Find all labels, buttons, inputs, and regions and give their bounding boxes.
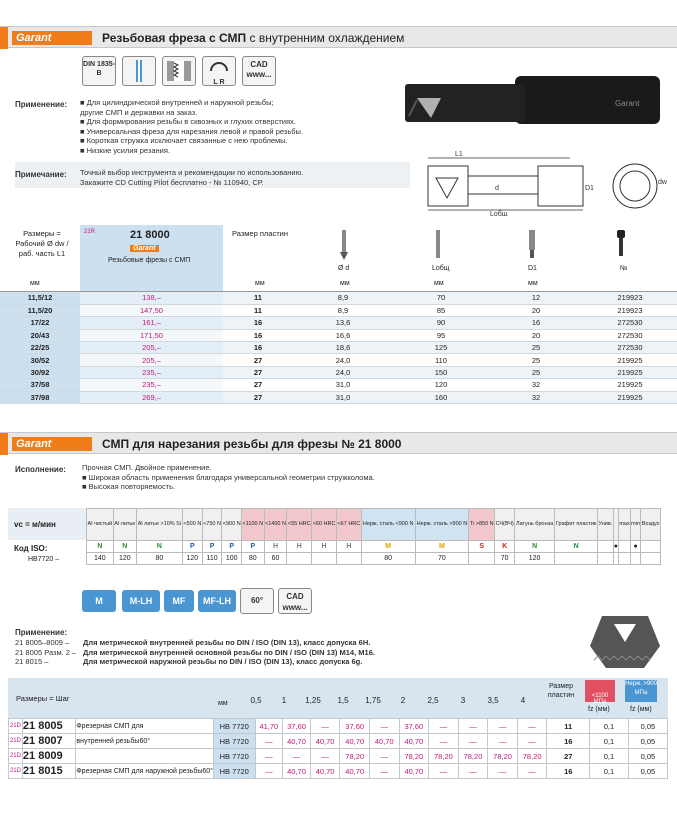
table1-cell: 138,– [80, 292, 223, 304]
table3-cell: — [458, 764, 488, 779]
table3-cell: — [369, 749, 399, 764]
table3-cell: 21D [9, 734, 23, 749]
table3-cell: 0,1 [590, 719, 629, 734]
materials-table [86, 508, 661, 565]
section-header-1 [0, 26, 677, 48]
table3-cell: — [517, 719, 547, 734]
table3-cell: 21 8005 [22, 719, 75, 734]
pitch-cell: 1,75 [365, 696, 381, 705]
cad-icon-2[interactable]: CAD www... [278, 588, 312, 614]
iso-code: ● [613, 541, 618, 553]
section-title-1: Резьбовая фреза с СМП с внутренним охлаждением [102, 31, 405, 45]
table1-cell: 16 [223, 342, 293, 354]
execution-text: Прочная СМП. Двойное применение. ■ Широкая область применения благодаря универсальной геометрии стружколома. ■ Высокая повторяемость. [82, 463, 375, 491]
cutting-speed: 120 [113, 553, 136, 565]
table3-cell: 27 [547, 749, 590, 764]
table1-cell: 18,6 [293, 342, 393, 354]
iso-code: N [87, 541, 114, 553]
table1-row [0, 292, 677, 304]
table1-cell: 12 [489, 292, 583, 304]
table3-cell: 16 [547, 734, 590, 749]
table1-row [0, 329, 677, 341]
table3-cell: — [369, 719, 399, 734]
table3-cell: — [255, 749, 283, 764]
table1-row [0, 304, 677, 316]
iso-code: P [183, 541, 203, 553]
table3-cell: 78,20 [458, 749, 488, 764]
material-header: Нерж. сталь <900 N [361, 509, 415, 541]
chip-m: M [82, 590, 116, 612]
pitch-cell: 0,5 [250, 696, 262, 705]
iso-code: H [287, 541, 312, 553]
table1-cell: 8,9 [293, 304, 393, 316]
table1-cell: 11 [223, 292, 293, 304]
tool-image [405, 76, 660, 136]
iso-code: K [495, 541, 515, 553]
table1-cell: 219925 [583, 366, 677, 378]
svg-text:dw: dw [658, 179, 667, 186]
material-header: Унив. [598, 509, 613, 541]
table3-cell: HB 7720 [213, 764, 255, 779]
table3-header: Размеры = Шаг мм Размер пластин <1100 МПа Нерж. >900 МПа fz (мм) fz (мм) [8, 678, 668, 718]
table1-cell: 11,5/12 [0, 292, 80, 304]
table1-cell: 32 [489, 391, 583, 403]
material-header: <67 HRC [336, 509, 361, 541]
pitch-cell: 1 [281, 696, 287, 705]
table3-cell: — [517, 764, 547, 779]
material-header: <1400 N [264, 509, 287, 541]
iso-code: N [555, 541, 598, 553]
material-header: СЧ(ВЧ) [495, 509, 515, 541]
table3-cell: — [255, 734, 283, 749]
table3-cell: 0,1 [590, 734, 629, 749]
table1-header: Размеры = Рабочий Ø dw / раб. часть L1 мм 21R 21 8000 Garant Резьбовые фрезы с СМП Размер пластин мм Ø d мм Lобщ мм D1 мм № [0, 225, 677, 292]
table1-cell: 11,5/20 [0, 304, 80, 316]
table1-cell: 25 [489, 354, 583, 366]
table1-cell: 25 [489, 342, 583, 354]
note-text: Точный выбор инструмента и рекомендации по использованию. Закажите CD Cutting Pilot бесплатно - № 110940, СР. [80, 168, 304, 187]
table3-cell: 40,70 [399, 734, 429, 749]
table1-cell: 16 [223, 329, 293, 341]
material-header: Графит пластик [555, 509, 598, 541]
table1-row [0, 379, 677, 391]
table1-cell: 31,0 [293, 379, 393, 391]
chip-mf: MF [164, 590, 194, 612]
table1-cell: 30/52 [0, 354, 80, 366]
table3-cell: 37,60 [283, 719, 311, 734]
table3-cell: 40,70 [283, 764, 311, 779]
table3-cell: внутренней резьбы60° [76, 734, 214, 749]
table3-cell: 78,20 [340, 749, 370, 764]
table1-row [0, 391, 677, 403]
table1 [0, 292, 677, 404]
table3-cell: 40,70 [310, 734, 340, 749]
hb-label: HB7720 – [28, 556, 60, 563]
section-title-2: СМП для нарезания резьбы для фрезы № 21 8000 [102, 437, 402, 451]
table1-cell: 272530 [583, 329, 677, 341]
table3-cell: — [429, 734, 459, 749]
table3-cell: 16 [547, 764, 590, 779]
section-header-2 [0, 432, 677, 454]
table1-cell: 25 [489, 366, 583, 378]
svg-text:Garant: Garant [615, 99, 640, 108]
table3-cell: Фрезерная СМП для [76, 719, 214, 734]
table1-cell: 219925 [583, 379, 677, 391]
cutting-speed [469, 553, 495, 565]
cad-icon[interactable]: CAD www... [242, 56, 276, 86]
material-header: Al чистый [87, 509, 114, 541]
table3-cell: 78,20 [429, 749, 459, 764]
cutting-speed: 80 [136, 553, 182, 565]
tool-drawing [420, 148, 670, 216]
table1-cell: 30/92 [0, 366, 80, 378]
table1-cell: 24,0 [293, 354, 393, 366]
table1-cell: 17/22 [0, 317, 80, 329]
cutting-speed: 80 [361, 553, 415, 565]
table3-cell: 40,70 [340, 764, 370, 779]
application-label-2: Применение: [15, 628, 68, 637]
material-header: Al литье >10% Si [136, 509, 182, 541]
table3-cell: 0,05 [628, 764, 667, 779]
iso-code: N [136, 541, 182, 553]
material-header: <1100 N [242, 509, 264, 541]
table3-cell: 21D [9, 749, 23, 764]
table1-cell: 95 [393, 329, 489, 341]
table1-cell: 205,– [80, 354, 223, 366]
table3-cell: 11 [547, 719, 590, 734]
table3-cell: 0,05 [628, 734, 667, 749]
iso-code: P [222, 541, 242, 553]
table1-row [0, 354, 677, 366]
pitch-cell: 4 [520, 696, 526, 705]
iso-code: P [242, 541, 264, 553]
material-header: <750 N [202, 509, 222, 541]
iso-code: H [312, 541, 337, 553]
table1-cell: 110 [393, 354, 489, 366]
iso-label: Код ISO: [14, 544, 48, 553]
table1-cell: 272530 [583, 342, 677, 354]
table3-cell: — [429, 719, 459, 734]
material-header: <900 N [222, 509, 242, 541]
iso-code: P [202, 541, 222, 553]
table3-cell: — [458, 719, 488, 734]
vc-label: vc = м/мин [14, 520, 56, 529]
application-bullets-1: ■ Для цилиндрической внутренней и наружной резьбы; другие СМП и державки на заказ. ■ Для формирования резьбы в сквозных и глухих отверстиях. ■ Универсальная фреза для нарезания левой и правой резьбы. ■ Короткая стружка исключает связанные с нею проблемы. ■ Низкие усилия резания. [80, 98, 304, 155]
table1-cell: 205,– [80, 342, 223, 354]
table3-cell: 40,70 [369, 734, 399, 749]
cutting-speed [336, 553, 361, 565]
table3-cell: — [488, 734, 518, 749]
table1-cell: 125 [393, 342, 489, 354]
table1-cell: 219925 [583, 354, 677, 366]
svg-text:D1: D1 [585, 185, 594, 192]
table1-cell: 20 [489, 329, 583, 341]
insert-image [586, 612, 664, 674]
chip-mf-lh: MF-LH [198, 590, 236, 612]
table1-cell: 160 [393, 391, 489, 403]
iso-code: N [113, 541, 136, 553]
table3-cell: — [458, 734, 488, 749]
table3-cell: 40,70 [399, 764, 429, 779]
table3-cell: 21 8015 [22, 764, 75, 779]
table1-cell: 22/25 [0, 342, 80, 354]
table3-cell: — [283, 749, 311, 764]
table3-cell: 0,05 [628, 719, 667, 734]
table3-cell: — [310, 749, 340, 764]
cutting-speed: 110 [202, 553, 222, 565]
table3-cell: — [488, 764, 518, 779]
material-header: Нерж. сталь >900 N [415, 509, 469, 541]
material-header: min [630, 509, 640, 541]
table3-cell: 0,1 [590, 749, 629, 764]
cutting-speed [598, 553, 613, 565]
table1-cell: 8,9 [293, 292, 393, 304]
svg-text:L1: L1 [455, 151, 463, 158]
material-header: <500 N [183, 509, 203, 541]
table3-cell: — [310, 719, 340, 734]
table3-row [9, 764, 668, 779]
table3-cell: HB 7720 [213, 734, 255, 749]
cutting-speed: 60 [264, 553, 287, 565]
table1-cell: 11 [223, 304, 293, 316]
table3-cell: 0,1 [590, 764, 629, 779]
cutting-speed [641, 553, 661, 565]
table3-cell: 0,05 [628, 749, 667, 764]
material-header: <55 HRC [287, 509, 312, 541]
material-header: Воздух [641, 509, 661, 541]
table1-cell: 37/98 [0, 391, 80, 403]
garant-logo: Garant [12, 31, 92, 45]
iso-code: N [515, 541, 555, 553]
cutting-speed: 120 [183, 553, 203, 565]
table1-cell: 85 [393, 304, 489, 316]
material-header: <60 HRC [312, 509, 337, 541]
table1-cell: 219923 [583, 304, 677, 316]
iso-code: H [264, 541, 287, 553]
table3-cell: 40,70 [283, 734, 311, 749]
thread-hole-icon [162, 56, 196, 86]
table1-cell: 161,– [80, 317, 223, 329]
angle-icon: 60° [240, 588, 274, 614]
table1-cell: 16 [223, 317, 293, 329]
table1-cell: 27 [223, 391, 293, 403]
table1-cell: 147,50 [80, 304, 223, 316]
cutting-speed: 120 [515, 553, 555, 565]
table1-cell: 70 [393, 292, 489, 304]
table3 [8, 718, 668, 779]
cutting-speed [630, 553, 640, 565]
cutting-speed: 70 [495, 553, 515, 565]
svg-text:d: d [495, 185, 499, 192]
table1-cell: 269,– [80, 391, 223, 403]
iso-code: M [361, 541, 415, 553]
table1-cell: 32 [489, 379, 583, 391]
pitch-cell: 2,5 [427, 696, 439, 705]
table3-cell: 21 8009 [22, 749, 75, 764]
table1-row [0, 342, 677, 354]
article-number-header: 21 8000 [130, 229, 170, 241]
table1-cell: 150 [393, 366, 489, 378]
table3-row [9, 749, 668, 764]
cooling-icon [122, 56, 156, 86]
table3-row [9, 719, 668, 734]
cutting-speed: 140 [87, 553, 114, 565]
table3-cell: 21D [9, 719, 23, 734]
application-label-1: Применение: [15, 100, 68, 109]
table3-cell: 40,70 [340, 734, 370, 749]
cutting-speed [555, 553, 598, 565]
table1-cell: 24,0 [293, 366, 393, 378]
table1-cell: 20 [489, 304, 583, 316]
table3-cell: 78,20 [399, 749, 429, 764]
material-header: Ti >850 N [469, 509, 495, 541]
table3-cell: 40,70 [310, 764, 340, 779]
note-label: Примечание: [15, 170, 67, 179]
table3-cell: — [517, 734, 547, 749]
table1-cell: 219923 [583, 292, 677, 304]
execution-label: Исполнение: [15, 465, 66, 474]
iso-code [619, 541, 631, 553]
cutting-speed [619, 553, 631, 565]
cutting-speed [312, 553, 337, 565]
pitch-cell: 3 [460, 696, 466, 705]
table1-cell: 37/58 [0, 379, 80, 391]
table3-cell: 37,60 [399, 719, 429, 734]
iso-code [641, 541, 661, 553]
table1-cell: 27 [223, 354, 293, 366]
pitch-cell: 1,25 [305, 696, 321, 705]
table3-cell: — [369, 764, 399, 779]
table1-cell: 16 [489, 317, 583, 329]
table3-cell: HB 7720 [213, 749, 255, 764]
table1-cell: 235,– [80, 379, 223, 391]
table3-row [9, 734, 668, 749]
chip-m-lh: M-LH [122, 590, 160, 612]
left-right-icon: L R [202, 56, 236, 86]
table1-cell: 272530 [583, 317, 677, 329]
table3-cell: 78,20 [517, 749, 547, 764]
cutting-speed: 80 [242, 553, 264, 565]
table1-cell: 171,50 [80, 329, 223, 341]
table3-cell [76, 749, 214, 764]
table1-cell: 219925 [583, 391, 677, 403]
cutting-speed: 100 [222, 553, 242, 565]
iso-code: ● [630, 541, 640, 553]
table3-cell: — [429, 764, 459, 779]
table1-cell: 20/43 [0, 329, 80, 341]
table1-row [0, 366, 677, 378]
pitch-cell: 2 [400, 696, 406, 705]
material-header: Латунь бронза [515, 509, 555, 541]
table1-cell: 90 [393, 317, 489, 329]
table3-cell: HB 7720 [213, 719, 255, 734]
material-header: Al литье [113, 509, 136, 541]
table1-cell: 16,6 [293, 329, 393, 341]
iso-code: M [415, 541, 469, 553]
table1-cell: 120 [393, 379, 489, 391]
table3-cell: — [488, 719, 518, 734]
table3-cell: — [255, 764, 283, 779]
table3-cell: 37,60 [340, 719, 370, 734]
table1-cell: 27 [223, 366, 293, 378]
table1-cell: 13,6 [293, 317, 393, 329]
table3-cell: 21D [9, 764, 23, 779]
din-icon: DIN 1835-B [82, 56, 116, 86]
table3-cell: 78,20 [488, 749, 518, 764]
material-header: max [619, 509, 631, 541]
table1-cell: 27 [223, 379, 293, 391]
pitch-cell: 3,5 [487, 696, 499, 705]
svg-text:Lобщ: Lобщ [490, 211, 508, 216]
table1-row [0, 317, 677, 329]
table3-cell: Фрезерная СМП для наружной резьбы60° [76, 764, 214, 779]
table1-cell: 235,– [80, 366, 223, 378]
iso-code: S [469, 541, 495, 553]
pitch-cell: 1,5 [337, 696, 349, 705]
cutting-speed [287, 553, 312, 565]
application-lines-2: 21 8005–8009 – Для метрической внутренней резьбы по DIN / ISO (DIN 13), класс допуска 6H. 21 8005 Разм. 2 – Для метрической внутренней основной резьбы по DIN / ISO (DIN 13) M14, M16. 21 8015 – Для метрической наружной резьбы по DIN / ISO (DIN 13), класс допуска 6g. [15, 638, 375, 666]
iso-code [598, 541, 613, 553]
table3-cell: 41,70 [255, 719, 283, 734]
garant-logo-2: Garant [12, 437, 92, 451]
table1-cell: 31,0 [293, 391, 393, 403]
table3-cell: 21 8007 [22, 734, 75, 749]
cutting-speed: 70 [415, 553, 469, 565]
iso-code: H [336, 541, 361, 553]
